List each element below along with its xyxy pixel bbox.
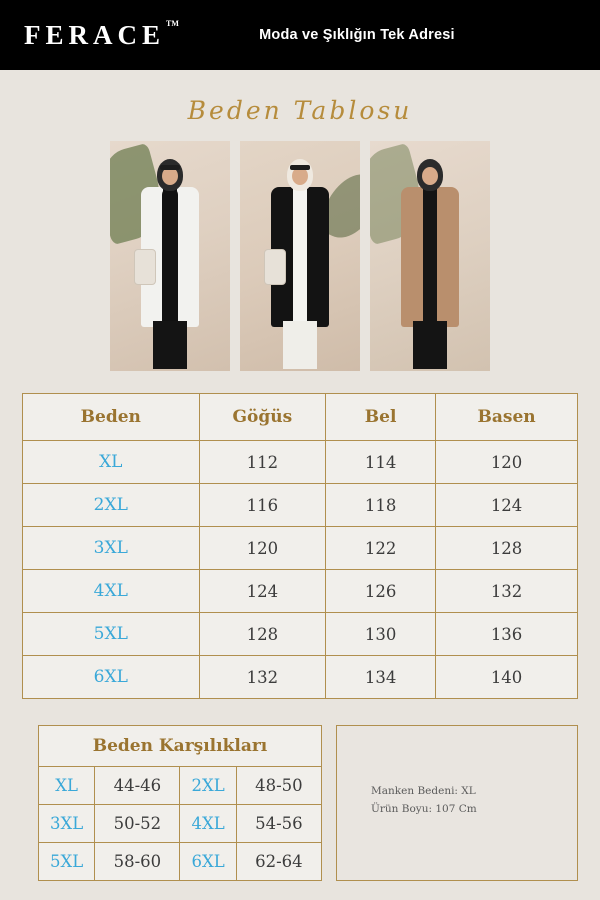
table-row <box>39 843 322 881</box>
cell-size: 3XL <box>39 805 95 843</box>
legs-shape <box>153 321 187 369</box>
cell-bel: 130 <box>326 613 436 656</box>
table-row <box>23 656 578 699</box>
cell-gogus: 116 <box>199 484 326 527</box>
model-size-text: Manken Bedeni: XL <box>371 785 476 797</box>
cell-basen: 124 <box>436 484 578 527</box>
cell-bel: 118 <box>326 484 436 527</box>
cell-gogus: 124 <box>199 570 326 613</box>
column-header-gogus: Göğüs <box>199 394 326 441</box>
cell-size: 6XL <box>23 656 200 699</box>
cell-gogus: 128 <box>199 613 326 656</box>
column-header-basen: Basen <box>436 394 578 441</box>
cell-size: 4XL <box>180 805 236 843</box>
cell-value: 62-64 <box>236 843 321 881</box>
sunglasses-icon <box>290 165 310 170</box>
legs-shape <box>283 321 317 369</box>
sunglasses-icon <box>160 165 180 170</box>
table-header-row <box>23 394 578 441</box>
table-row <box>39 805 322 843</box>
cell-basen: 120 <box>436 441 578 484</box>
cell-size: 4XL <box>23 570 200 613</box>
cell-bel: 134 <box>326 656 436 699</box>
inner-garment-shape <box>293 187 307 327</box>
cell-bel: 114 <box>326 441 436 484</box>
table-row <box>39 767 322 805</box>
cell-size: 3XL <box>23 527 200 570</box>
torso-shape <box>162 187 178 337</box>
cell-bel: 126 <box>326 570 436 613</box>
product-info-box <box>336 725 578 881</box>
cell-size: 6XL <box>180 843 236 881</box>
cell-value: 50-52 <box>95 805 180 843</box>
cell-value: 58-60 <box>95 843 180 881</box>
table-row <box>23 527 578 570</box>
cell-value: 54-56 <box>236 805 321 843</box>
page-title: Beden Tablosu <box>187 96 413 125</box>
cell-gogus: 132 <box>199 656 326 699</box>
table-row <box>23 441 578 484</box>
brand-name: FERACE <box>24 19 166 50</box>
header-slogan: Moda ve Şıklığın Tek Adresi <box>259 27 455 43</box>
title-section <box>0 70 600 137</box>
face-shape <box>422 167 438 185</box>
cell-size: 5XL <box>23 613 200 656</box>
size-conversion-table <box>38 725 322 881</box>
cell-size: 2XL <box>23 484 200 527</box>
column-header-beden: Beden <box>23 394 200 441</box>
cell-bel: 122 <box>326 527 436 570</box>
cell-basen: 128 <box>436 527 578 570</box>
legs-shape <box>413 321 447 369</box>
model-photo-gallery <box>0 141 600 371</box>
model-photo-3 <box>370 141 490 371</box>
conversion-header-row <box>39 726 322 767</box>
cell-basen: 136 <box>436 613 578 656</box>
model-photo-1 <box>110 141 230 371</box>
cell-basen: 140 <box>436 656 578 699</box>
brand-logo <box>24 20 178 51</box>
cell-basen: 132 <box>436 570 578 613</box>
table-row <box>23 484 578 527</box>
cell-value: 48-50 <box>236 767 321 805</box>
table-row <box>23 613 578 656</box>
model-photo-2 <box>240 141 360 371</box>
handbag-icon <box>134 249 156 285</box>
cell-value: 44-46 <box>95 767 180 805</box>
conversion-title: Beden Karşılıkları <box>39 726 322 767</box>
table-row <box>23 570 578 613</box>
bottom-section <box>38 725 578 881</box>
column-header-bel: Bel <box>326 394 436 441</box>
cell-gogus: 120 <box>199 527 326 570</box>
cell-gogus: 112 <box>199 441 326 484</box>
cell-size: 2XL <box>180 767 236 805</box>
cell-size: 5XL <box>39 843 95 881</box>
cell-size: XL <box>23 441 200 484</box>
product-length-text: Ürün Boyu: 107 Cm <box>371 803 477 815</box>
trademark-symbol: TM <box>166 18 179 28</box>
size-table <box>22 393 578 699</box>
handbag-icon <box>264 249 286 285</box>
cell-size: XL <box>39 767 95 805</box>
inner-garment-shape <box>423 187 437 327</box>
page-header <box>0 0 600 70</box>
